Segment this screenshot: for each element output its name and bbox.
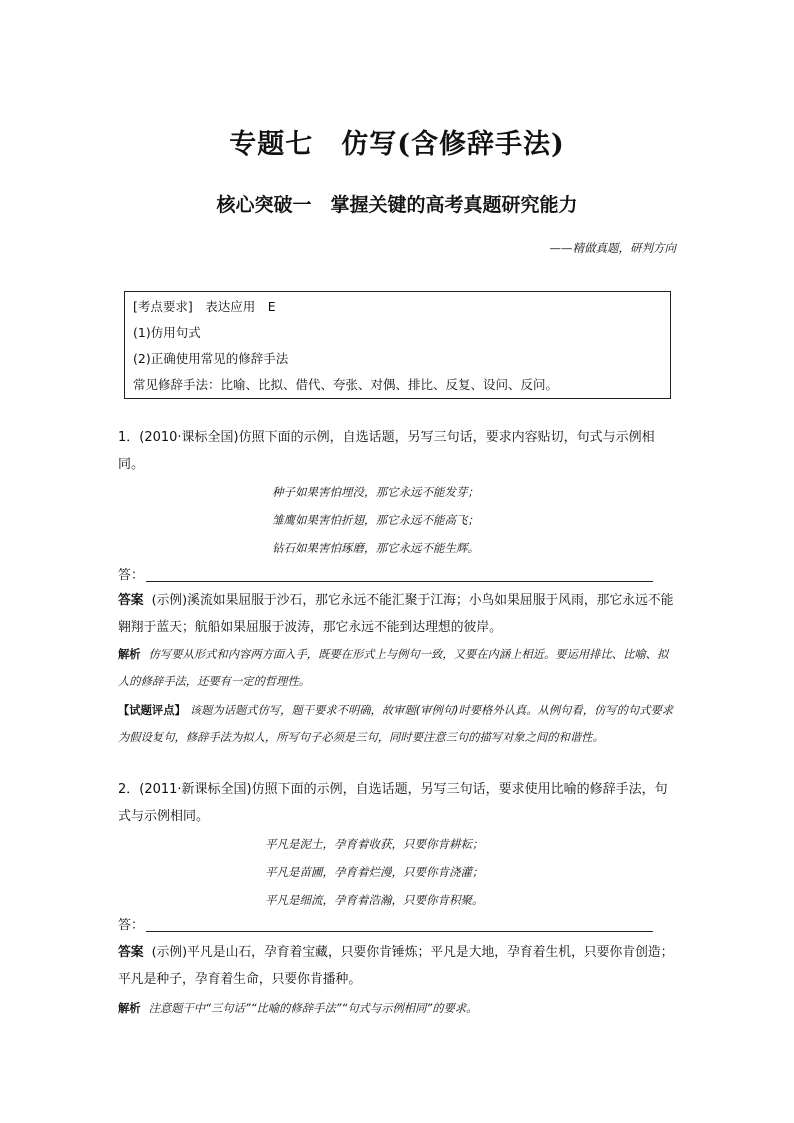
requirements-box	[124, 291, 671, 399]
example-line: 平凡是细流，孕育着浩瀚，只要你肯积聚。	[265, 893, 484, 907]
example-line: 平凡是泥土，孕育着收获，只要你肯耕耘；	[265, 837, 484, 851]
analysis-label: 解析	[118, 648, 141, 661]
answer-text: (示例)溪流如果屈服于沙石，那它永远不能汇聚于江海；小鸟如果屈服于风雨，那它永远不能翱翔于蓝天；航船如果屈服于波涛，那它永远不能到达理想的彼岸。	[118, 593, 674, 635]
page-title: 专题七 仿写(含修辞手法)	[229, 129, 565, 160]
question-1-review	[118, 697, 678, 751]
example-line: 雏鹰如果害怕折翅，那它永远不能高飞；	[272, 513, 479, 527]
review-text: 该题为话题式仿写，题干要求不明确，故审题(审例句)时要格外认真。从例句看，仿写的句式要求为假设复句，修辞手法为拟人，所写句子必须是三句，同时要注意三句的描写对象之间的和谐性。	[118, 704, 674, 744]
answer-rule	[146, 581, 653, 582]
requirements-line: 常见修辞手法：比喻、比拟、借代、夸张、对偶、排比、反复、设问、反问。	[133, 377, 559, 392]
section-subtitle: 核心突破一 掌握关键的高考真题研究能力	[216, 194, 578, 216]
question-2-examples	[0, 830, 794, 914]
tagline: ——精做真题，研判方向	[549, 241, 676, 255]
question-1-prompt: 1．(2010·课标全国)仿照下面的示例，自选话题，另写三句话，要求内容贴切，句式与示例相同。	[118, 430, 655, 472]
example-line: 平凡是苗圃，孕育着烂漫，只要你肯浇灌；	[265, 865, 484, 879]
question-1-answer-blank[interactable]	[118, 564, 653, 584]
question-1-answer	[118, 587, 678, 641]
analysis-label: 解析	[118, 1002, 141, 1015]
analysis-text: 注意题干中“三句话”“比喻的修辞手法”“句式与示例相同”的要求。	[148, 1002, 478, 1015]
example-line: 钻石如果害怕琢磨，那它永远不能生辉。	[272, 541, 479, 555]
analysis-text: 仿写要从形式和内容两方面入手，既要在形式上与例句一致，又要在内涵上相近。要运用排比、比喻、拟人的修辞手法，还要有一定的哲理性。	[118, 648, 669, 688]
answer-label: 答案	[118, 945, 144, 960]
answer-text: (示例)平凡是山石，孕育着宝藏，只要你肯锤炼；平凡是大地，孕育着生机，只要你肯创造；平凡是种子，孕育着生命，只要你肯播种。	[118, 945, 674, 987]
question-2-answer-blank[interactable]	[118, 914, 653, 934]
answer-prefix: 答：	[118, 568, 145, 583]
requirements-line: (1)仿用句式	[133, 325, 201, 340]
question-2-answer	[118, 939, 678, 993]
question-1-examples	[0, 478, 794, 562]
review-label: 【试题评点】	[118, 704, 186, 717]
requirements-line: (2)正确使用常见的修辞手法	[133, 351, 289, 366]
answer-label: 答案	[118, 593, 144, 608]
answer-rule	[146, 931, 653, 932]
question-1-analysis	[118, 641, 678, 695]
question-2-analysis	[118, 995, 678, 1022]
requirements-line: [考点要求] 表达应用 E	[133, 299, 276, 314]
example-line: 种子如果害怕埋没，那它永远不能发芽；	[272, 485, 479, 499]
question-2-prompt: 2．(2011·新课标全国)仿照下面的示例，自选话题，另写三句话，要求使用比喻的修辞手法，句式与示例相同。	[118, 782, 668, 824]
answer-prefix: 答：	[118, 918, 145, 933]
